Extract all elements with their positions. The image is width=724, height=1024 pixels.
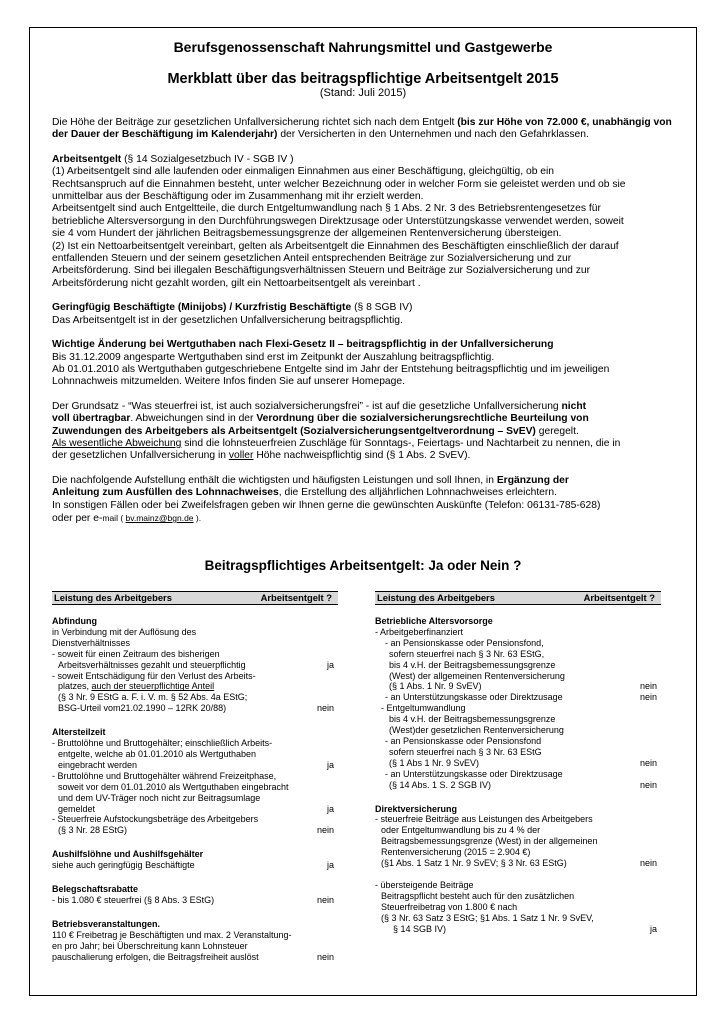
section-abfindung <box>52 616 338 714</box>
table-row: und dem UV-Träger noch nicht zur Beitragsumlage <box>58 792 261 803</box>
arbeitsentgelt-line: Arbeitsentgelt sind auch Entgeltteile, die durch Entgeltumwandlung nach § 1 Abs. 2 Nr. 3 des Betriebsrentengesetzes für <box>52 203 601 215</box>
row-text: siehe auch geringfügig Beschäftigte <box>52 860 195 871</box>
row-text: BSG-Urteil vom21.02.1990 – 12RK 20/88) <box>58 703 227 714</box>
table-row: entgelte, welche ab 01.01.2010 als Wertguthaben <box>58 748 256 759</box>
table-header <box>52 591 338 605</box>
row-text: (§ 3 Nr. 28 EStG) <box>58 825 128 836</box>
table-row: sofern steuerfrei nach § 3 Nr. 63 EStG <box>389 746 542 757</box>
grundsatz-bold: voll übertragbar <box>52 413 131 425</box>
table-row: - steuerfreie Beiträge aus Leistungen des Arbeitgebers <box>375 814 593 825</box>
document-header <box>52 39 674 99</box>
table-row <box>375 681 661 692</box>
table-row: sofern steuerfrei nach § 3 Nr. 63 EStG, <box>389 648 545 659</box>
arbeitsentgelt-heading <box>52 154 674 166</box>
grundsatz-text: sind die lohnsteuerfreien Zuschläge für Sonntags-, Feiertags- und Nachtarbeit zu nennen, die in <box>181 437 621 449</box>
row-value: nein <box>639 779 657 790</box>
arbeitsentgelt-title: Arbeitsentgelt <box>52 153 122 165</box>
minijobs-line: Das Arbeitsentgelt ist in der gesetzlichen Unfallversicherung beitragspflichtig. <box>52 314 403 326</box>
table-row: - an Pensionskasse oder Pensionsfond, <box>385 637 544 648</box>
table-row: - Steuerfreie Aufstockungsbeträge des Arbeitgebers <box>52 814 259 825</box>
row-text: platzes, <box>58 681 92 692</box>
table-row <box>375 924 661 935</box>
aufstellung-line <box>52 475 674 487</box>
column-header-leistung: Leistung des Arbeitgebers <box>377 592 495 603</box>
grundsatz-bold: nicht <box>561 400 587 412</box>
arbeitsentgelt-line: (2) Ist ein Nettoarbeitsentgelt vereinbart, gelten als Arbeitsentgelt die Einnahmen des Beschäftigten einschließlich der darauf <box>52 240 619 252</box>
aufstellung-text: Die nachfolgende Aufstellung enthält die wichtigsten und häufigsten Leistungen und soll Ihnen, in <box>52 474 497 486</box>
right-column <box>375 591 661 934</box>
grundsatz-underline: Als wesentliche Abweichung <box>52 437 182 449</box>
table-row: (§ 3 Nr. 9 EStG a. F. i. V. m. § 52 Abs. 4a EStG; <box>58 692 248 703</box>
section-heading: Direktversicherung <box>375 803 458 814</box>
flexi-line: Lohnnachweis mitzumelden. Weitere Infos finden Sie auf unserer Homepage. <box>52 376 405 388</box>
row-text: pauschalierung erfolgen, die Beitragsfreiheit auslöst <box>52 951 259 962</box>
section-aushilfe <box>52 849 338 871</box>
column-header-entgelt: Arbeitsentgelt ? <box>260 592 332 603</box>
table-row: - Entgeltumwandlung <box>381 703 466 714</box>
table-row: Steuerfreibetrag von 1.800 € nach <box>381 901 518 912</box>
intro-text-a: Die Höhe der Beiträge zur gesetzlichen Unfallversicherung richtet sich nach dem Entgelt <box>52 117 458 128</box>
arbeitsentgelt-line: Arbeitsförderung nicht gezahlt worden, gilt ein Nettoarbeitsentgelt als vereinbart . <box>52 277 421 289</box>
table-row: Rentenversicherung (2015 = 2.904 €) <box>381 847 531 858</box>
table-row: - Arbeitgeberfinanziert <box>375 626 464 637</box>
table-row <box>52 681 338 692</box>
table-row <box>52 895 338 906</box>
grundsatz-text: Höhe nachweispflichtig sind (§ 1 Abs. 2 SvEV). <box>253 450 471 462</box>
table-row: - Bruttolöhne und Bruttogehälter; einschließlich Arbeits- <box>52 738 273 749</box>
table-row <box>52 804 338 815</box>
row-value: nein <box>316 703 334 714</box>
table-row: - soweit für einen Zeitraum des bisherigen <box>52 648 220 659</box>
column-header-entgelt: Arbeitsentgelt ? <box>583 592 655 603</box>
row-text: § 14 SGB IV) <box>393 923 447 934</box>
table-row <box>52 760 338 771</box>
intro-text-bold: (bis zur Höhe von 72.000 €, unabhängig von der Dauer der Beschäftigung im Kalenderjahr) <box>52 117 672 141</box>
document-page <box>29 27 697 996</box>
table-row: Beitragsbemessungsgrenze (West) in der allgemeinen <box>381 836 598 847</box>
table-row: - übersteigende Beiträge <box>375 879 474 890</box>
row-text: - bis 1.080 € steuerfrei (§ 8 Abs. 3 EStG) <box>52 894 215 905</box>
grundsatz-text: Der Grundsatz - “Was steuerfrei ist, ist auch sozialversicherungsfrei” - ist auf die gesetzliche Unfallversicherung <box>52 400 562 412</box>
section-heading: Betriebliche Altersvorsorge <box>375 616 493 626</box>
section-betriebsveranstaltungen <box>52 919 338 963</box>
document-date: (Stand: Juli 2015) <box>319 87 407 99</box>
table-row: Dienstverhältnisses <box>52 637 131 648</box>
arbeitsentgelt-line: unmittelbar aus der Beschäftigung oder im Zusammenhang mit ihr erzielt werden. <box>52 191 424 203</box>
row-text: (§ 14 Abs. 1 S. 2 SGB IV) <box>389 779 492 790</box>
table-row: soweit vor dem 01.01.2010 als Wertguthaben eingebracht <box>58 781 289 792</box>
arbeitsentgelt-line: Arbeitsförderung. Sind bei illegalen Beschäftigungsverhältnissen Steuern und Beiträge zur Sozialversicherung und zur <box>52 265 591 277</box>
row-value: nein <box>639 692 657 703</box>
table-row <box>52 952 338 963</box>
arbeitsentgelt-ref: (§ 14 Sozialgesetzbuch IV - SGB IV ) <box>121 153 294 165</box>
aufstellung-bold: Ergänzung der <box>496 474 569 486</box>
table-row <box>375 758 661 769</box>
row-value: nein <box>639 681 657 692</box>
table-header <box>375 591 661 605</box>
grundsatz-bold: Zuwendungen des Arbeitgebers als Arbeitsentgelt (Sozialversicherungsentgeltverordnung – SvEV) <box>52 425 536 437</box>
arbeitsentgelt-line: betriebliche Altersversorgung in den Durchführungswegen Direktzusage oder Unterstützungskasse verwendet werden, soweit <box>52 215 624 227</box>
row-text: (§ 1 Abs. 1 Nr. 9 SvEV) <box>389 681 482 692</box>
row-value: nein <box>316 951 334 962</box>
table-row: bis 4 v.H. der Beitragsbemessungsgrenze <box>389 659 556 670</box>
grundsatz-bold: Verordnung über die sozialversicherungsrechtliche Beurteilung von <box>256 413 589 425</box>
table-row: - Bruttolöhne und Bruttogehälter während Freizeitphase, <box>52 770 277 781</box>
table-row: en pro Jahr; bei Überschreitung kann Lohnsteuer <box>52 940 248 951</box>
row-value: nein <box>316 894 334 905</box>
row-value: ja <box>649 923 657 934</box>
row-value: ja <box>326 803 334 814</box>
aufstellung-line <box>52 512 674 525</box>
table-row <box>52 703 338 714</box>
table-row <box>375 858 661 869</box>
row-text-underline: auch der steuerpflichtige Anteil <box>91 681 215 692</box>
section-belegschaft <box>52 884 338 906</box>
table-row: (West) der allgemeinen Rentenversicherung <box>389 670 565 681</box>
table-row: bis 4 v.H. der Beitragsbemessungsgrenze <box>389 714 556 725</box>
flexi-line: Ab 01.01.2010 als Wertguthaben gutgeschriebene Entgelte sind im Jahr der Entstehung beitragspflichtig und im jeweiligen <box>52 363 610 375</box>
left-column <box>52 591 338 962</box>
section-direktversicherung <box>375 804 661 935</box>
table-row: in Verbindung mit der Auflösung des <box>52 626 197 637</box>
flexi-line: Bis 31.12.2009 angesparte Wertguthaben sind erst im Zeitpunkt der Auszahlung beitragspflichtig. <box>52 351 495 363</box>
table-row: (§ 3 Nr. 63 Satz 3 EStG; §1 Abs. 1 Satz 1 Nr. 9 SvEV, <box>381 912 594 923</box>
arbeitsentgelt-line: (1) Arbeitsentgelt sind alle laufenden oder einmaligen Einnahmen aus einer Beschäftigung, gleichgültig, ob ein <box>52 166 555 178</box>
table-row <box>52 660 338 671</box>
aufstellung-text: oder per e- <box>52 512 103 524</box>
column-header-leistung: Leistung des Arbeitgebers <box>54 592 172 603</box>
arbeitsentgelt-line: Rechtsanspruch auf die Einnahmen besteht, unter welcher Bezeichnung oder in welcher Form sie geleistet werden und ob sie <box>52 178 626 190</box>
aufstellung-text: ). <box>193 512 202 523</box>
body-text <box>52 117 674 525</box>
row-text: (§1 Abs. 1 Satz 1 Nr. 9 SvEV; § 3 Nr. 63 EStG) <box>381 858 567 869</box>
table-row: Beitragspflicht besteht auch für den zusätzlichen <box>381 890 575 901</box>
table-row: - an Unterstützungskasse oder Direktzusage <box>385 768 563 779</box>
aufstellung-text: mail ( <box>102 512 126 523</box>
table-row <box>375 692 661 703</box>
section-title: Beitragspflichtiges Arbeitsentgelt: Ja oder Nein ? <box>204 558 522 573</box>
section-altersvorsorge <box>375 616 661 791</box>
table-row <box>52 825 338 836</box>
row-value: ja <box>326 759 334 770</box>
intro-text-c: der Versicherten in den Unternehmen und nach den Gefahrklassen. <box>277 129 589 141</box>
grundsatz-underline: voller <box>228 450 254 462</box>
grundsatz-line <box>52 438 674 450</box>
flexi-heading: Wichtige Änderung bei Wertguthaben nach Flexi-Gesetz II – beitragspflichtig in der Unfallversicherung <box>52 339 554 351</box>
section-heading: Betriebsveranstaltungen. <box>52 918 161 929</box>
document-title: Merkblatt über das beitragspflichtige Arbeitsentgelt 2015 <box>167 71 559 87</box>
row-text: Arbeitsverhältnisses gezahlt und steuerpflichtig <box>58 659 246 670</box>
row-value: nein <box>316 825 334 836</box>
section-heading: Altersteilzeit <box>52 727 106 738</box>
table-row: - soweit Entschädigung für den Verlust des Arbeits- <box>52 670 256 681</box>
minijobs-ref: (§ 8 SGB IV) <box>351 302 413 314</box>
grundsatz-text: . Abweichungen sind in der <box>130 413 257 425</box>
aufstellung-text: , die Erstellung des alljährlichen Lohnnachweises erleichtern. <box>278 487 557 499</box>
row-value: ja <box>326 659 334 670</box>
table-row <box>375 780 661 791</box>
section-heading: Abfindung <box>52 616 97 626</box>
grundsatz-line <box>52 426 674 438</box>
row-text: (§ 1 Abs 1 Nr. 9 SvEV) <box>389 757 480 768</box>
table-row: 110 € Freibetrag je Beschäftigten und max. 2 Veranstaltung- <box>52 929 292 940</box>
table-row: oder Entgeltumwandlung bis zu 4 % der <box>381 825 541 836</box>
grundsatz-line <box>52 413 674 425</box>
org-title: Berufsgenossenschaft Nahrungsmittel und Gastgewerbe <box>173 39 553 55</box>
row-text: gemeldet <box>58 803 96 814</box>
table-row <box>52 860 338 871</box>
email-link[interactable]: bv.mainz@bgn.de <box>125 512 194 523</box>
arbeitsentgelt-line: entfallenden Steuern und der seinem gesetzlichen Anteil entsprechenden Beiträge zur Sozialversicherung und zur <box>52 253 572 265</box>
row-value: nein <box>639 858 657 869</box>
row-text: eingebracht werden <box>58 759 138 770</box>
arbeitsentgelt-line: sie 4 vom Hundert der jährlichen Beitragsbemessungsgrenze der allgemeinen Rentenversicherung übersteigen. <box>52 228 562 240</box>
row-text: - an Unterstützungskasse oder Direktzusage <box>385 692 563 703</box>
grundsatz-text: geregelt. <box>535 425 579 437</box>
grundsatz-line <box>52 401 674 413</box>
row-value: ja <box>326 860 334 871</box>
table-row: (West)der gesetzlichen Rentenversicherung <box>389 725 564 736</box>
aufstellung-bold: Anleitung zum Ausfüllen des Lohnnachweises <box>52 487 279 499</box>
minijobs-title: Geringfügig Beschäftigte (Minijobs) / Kurzfristig Beschäftigte <box>52 302 352 314</box>
section-altersteilzeit <box>52 727 338 836</box>
intro-paragraph <box>52 117 674 142</box>
table-row: - an Pensionskasse oder Pensionsfond <box>385 735 542 746</box>
grundsatz-text: der gesetzlichen Unfallversicherung in <box>52 450 229 462</box>
aufstellung-line <box>52 487 674 499</box>
minijobs-heading <box>52 302 674 314</box>
aufstellung-line: In sonstigen Fällen oder bei Zweifelsfragen geben wir Ihnen gerne die gewünschten Auskünfte (Telefon: 06131-785-628) <box>52 499 601 511</box>
grundsatz-line <box>52 450 674 462</box>
section-heading: Aushilfslöhne und Aushilfsgehälter <box>52 849 204 860</box>
row-value: nein <box>639 757 657 768</box>
section-heading: Belegschaftsrabatte <box>52 884 139 895</box>
